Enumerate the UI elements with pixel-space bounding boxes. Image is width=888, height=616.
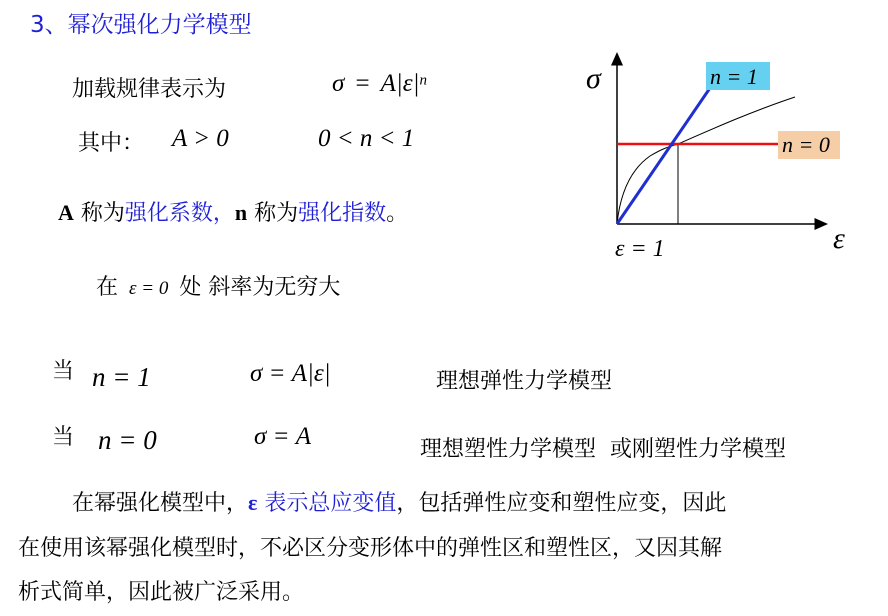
y-axis-label: σ — [586, 62, 601, 95]
case2-formula: σ = A — [254, 423, 311, 450]
case1-dang: 当 — [52, 359, 75, 384]
paragraph-line1-c: ，包括弹性应变和塑性应变，因此 — [396, 491, 727, 516]
slope-post: 处 斜率为无穷大 — [179, 275, 341, 300]
power-curve — [617, 97, 795, 224]
paragraph-epsilon: ε — [248, 490, 258, 515]
definition-end: 。 — [386, 201, 409, 226]
case1-formula: σ = A|ε| — [250, 360, 331, 387]
case1-condition: n = 1 — [92, 362, 151, 392]
line-n-1 — [617, 88, 710, 224]
definition-text-1: 称为 — [73, 201, 125, 226]
case2-condition: n = 0 — [98, 425, 157, 455]
definition-text-2: 称为 — [247, 201, 299, 226]
condition-a: A > 0 — [172, 125, 229, 152]
where-label: 其中： — [78, 131, 145, 156]
law-formula-rhs: A|ε| — [380, 70, 420, 97]
definition-coefficient: 强化系数， — [124, 201, 235, 226]
law-formula-eq: = — [355, 70, 370, 97]
paragraph-line-3: 析式简单，因此被广泛采用。 — [18, 580, 305, 605]
label-n-0: n = 0 — [782, 132, 830, 157]
case2-dang: 当 — [52, 425, 75, 450]
paragraph-line-2: 在使用该幂强化模型时，不必区分变形体中的弹性区和塑性区，又因其解 — [18, 536, 723, 561]
case1-description: 理想弹性力学模型 — [436, 369, 613, 394]
condition-n: 0 < n < 1 — [318, 125, 415, 152]
section-title: 3、幂次强化力学模型 — [30, 12, 252, 38]
paragraph-line1-a: 在幂强化模型中， — [72, 491, 249, 516]
x-tick-label: ε = 1 — [615, 236, 665, 262]
slope-pre: 在 — [96, 275, 119, 300]
definition-n: n — [234, 200, 248, 225]
label-n-1: n = 1 — [710, 64, 758, 89]
slope-condition: ε = 0 — [129, 278, 169, 299]
law-formula-exponent: n — [419, 72, 428, 89]
paragraph-line1-total-strain: 表示总应变值 — [257, 491, 397, 516]
x-axis-label: ε — [833, 222, 845, 255]
law-label: 加载规律表示为 — [72, 77, 227, 102]
case2-description: 理想塑性力学模型 或刚塑性力学模型 — [420, 437, 786, 462]
law-formula-lhs: σ — [332, 70, 345, 97]
definition-a: A — [58, 200, 74, 225]
definition-index: 强化指数 — [298, 201, 387, 226]
